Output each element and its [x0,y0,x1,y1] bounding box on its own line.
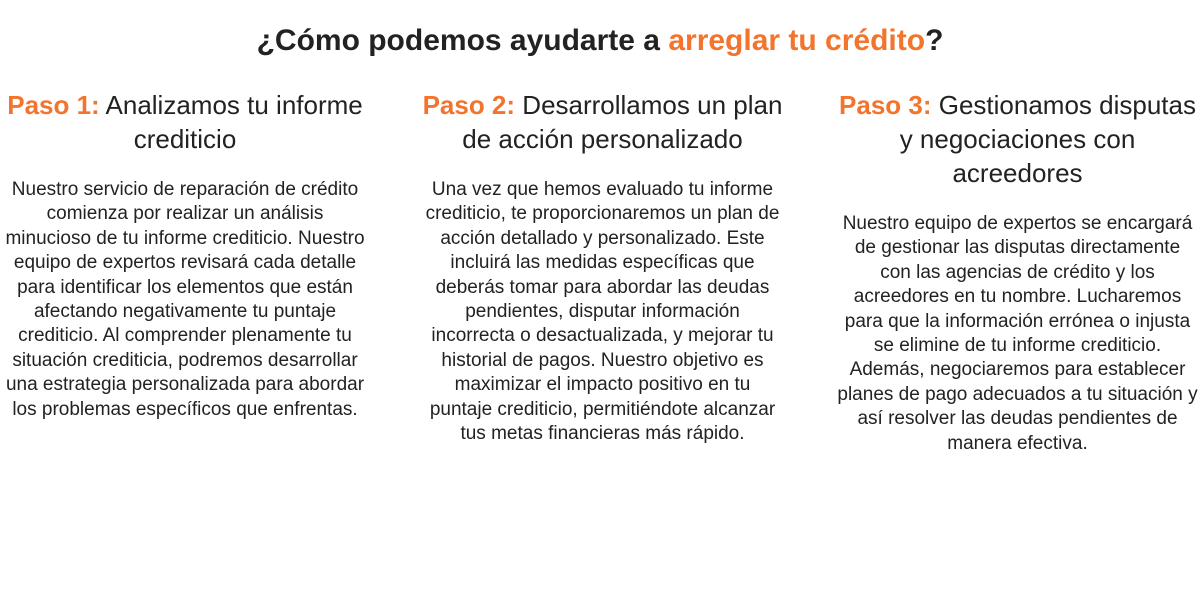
step-3-label: Paso 3: [839,90,932,120]
step-2-title [415,88,790,156]
page-title-highlight: arreglar tu crédito [668,24,926,58]
step-1-title [0,88,370,156]
page-title-prefix: ¿Cómo podemos ayudarte a [256,24,669,58]
step-1-column [0,88,370,422]
step-3-column [835,88,1200,456]
step-3-title [835,88,1200,190]
step-1-heading: Analizamos tu informe crediticio [99,90,363,154]
step-3-heading: Gestionamos disputas y negociaciones con acreedores [899,90,1196,188]
step-2-heading: Desarrollamos un plan de acción personalizado [462,90,783,154]
step-2-label: Paso 2: [422,90,516,120]
step-3-description: Nuestro equipo de expertos se encargará de gestionar las disputas directamente con las agencias de crédito y los acreedores en tu nombre. Lucharemos para que la información errónea o injusta se elimine de tu informe crediticio. Además, negociaremos para establecer planes de pago adecuados a tu situación y así resolver las deudas pendientes de manera efectiva. [837,213,1198,454]
page-title [0,22,1200,60]
step-2-description: Una vez que hemos evaluado tu informe crediticio, te proporcionaremos un plan de acción detallado y personalizado. Este incluirá las medidas específicas que deberás tomar para abordar las deudas pendientes, disputar información incorrecta o desactualizada, y mejorar tu historial de pagos. Nuestro objetivo es maximizar el impacto positivo en tu puntaje crediticio, permitiéndote alcanzar tus metas financieras más rápido. [425,179,780,445]
step-2-column [415,88,790,446]
step-1-label: Paso 1: [7,90,100,120]
page-title-suffix: ? [925,24,944,58]
step-1-description: Nuestro servicio de reparación de crédito comienza por realizar un análisis minucioso de tu informe crediticio. Nuestro equipo de expertos revisará cada detalle para identificar los elementos que están afectando negativamente tu puntaje crediticio. Al comprender plenamente tu situación crediticia, podremos desarrollar una estrategia personalizada para abordar los problemas específicos que enfrentas. [5,179,365,420]
